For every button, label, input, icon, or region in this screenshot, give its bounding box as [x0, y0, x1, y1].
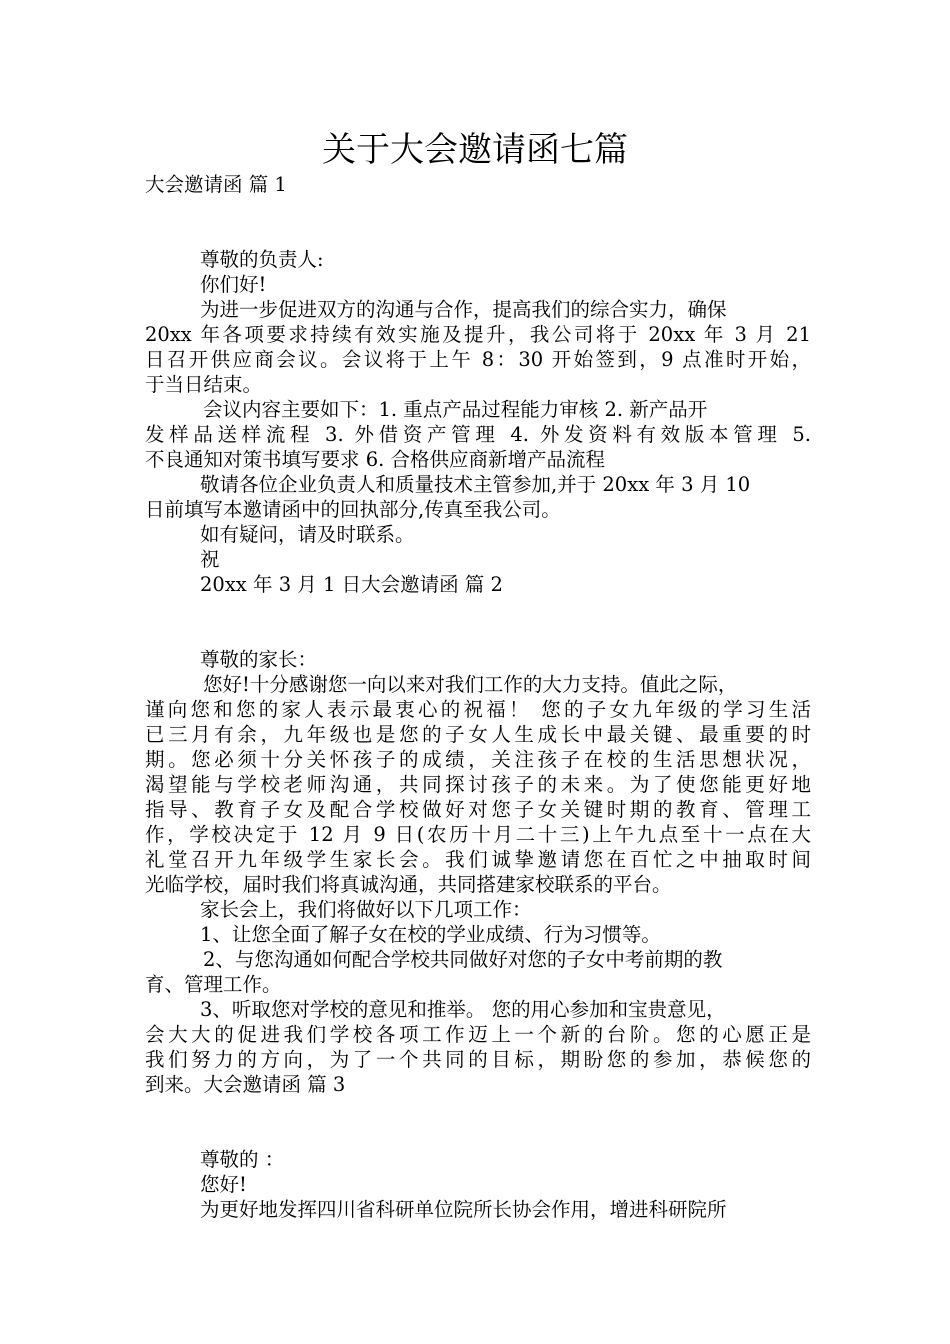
- text-line: 谨向您和您的家人表示最衷心的祝福！ 您的子女九年级的学习生活: [145, 698, 811, 721]
- text-line: 会议内容主要如下：1. 重点产品过程能力审核 2. 新产品开: [203, 398, 708, 421]
- text-line: 家长会上，我们将做好以下几项工作：: [200, 898, 532, 921]
- text-line: 20xx 年 3 月 1 日大会邀请函 篇 2: [200, 573, 503, 596]
- document-body: [145, 172, 811, 1222]
- text-line: 1、让您全面了解子女在校的学业成绩、行为习惯等。: [200, 923, 661, 946]
- text-line: 到来。大会邀请函 篇 3: [145, 1073, 346, 1096]
- text-line: 我们努力的方向，为了一个共同的目标，期盼您的参加，恭候您的: [145, 1048, 811, 1071]
- text-line: 已三月有余，九年级也是您的子女人生成长中最关键、最重要的时: [145, 723, 811, 746]
- text-line: 日召开供应商会议。会议将于上午 8：30 开始签到，9 点准时开始，: [145, 348, 811, 371]
- text-line: 会大大的促进我们学校各项工作迈上一个新的台阶。您的心愿正是: [145, 1023, 811, 1046]
- text-line: 于当日结束。: [145, 373, 263, 396]
- text-line: 您好!: [200, 1173, 247, 1196]
- text-line: 尊敬的 ：: [200, 1148, 285, 1171]
- blank-line: [145, 222, 811, 247]
- text-line: 指导、教育子女及配合学校做好对您子女关键时期的教育、管理工: [145, 798, 811, 821]
- text-line: 尊敬的负责人:: [200, 248, 324, 271]
- text-line: 发样品送样流程 3. 外借资产管理 4. 外发资料有效版本管理 5.: [145, 423, 811, 446]
- text-line: 您好!十分感谢您一向以来对我们工作的大力支持。值此之际，: [203, 673, 738, 696]
- document-title: 关于大会邀请函七篇: [322, 130, 628, 170]
- blank-line: [145, 597, 811, 622]
- text-line: 光临学校，届时我们将真诚沟通，共同搭建家校联系的平台。: [145, 873, 672, 896]
- text-line: 育、管理工作。: [145, 973, 282, 996]
- text-line: 大会邀请函 篇 1: [145, 173, 287, 196]
- text-line: 敬请各位企业负责人和质量技术主管参加,并于 20xx 年 3 月 10: [200, 473, 751, 496]
- blank-line: [145, 622, 811, 647]
- text-line: 祝: [200, 548, 220, 571]
- text-line: 20xx 年各项要求持续有效实施及提升，我公司将于 20xx 年 3 月 21: [145, 323, 811, 346]
- text-line: 为更好地发挥四川省科研单位院所长协会作用，增进科研院所: [200, 1198, 727, 1221]
- text-line: 不良通知对策书填写要求 6. 合格供应商新增产品流程: [145, 448, 606, 471]
- text-line: 期。您必须十分关怀孩子的成绩，关注孩子在校的生活思想状况，: [145, 748, 811, 771]
- text-line: 作，学校决定于 12 月 9 日(农历十月二十三)上午九点至十一点在大: [145, 823, 811, 846]
- text-line: 尊敬的家长：: [200, 648, 318, 671]
- text-line: 礼堂召开九年级学生家长会。我们诚挚邀请您在百忙之中抽取时间: [145, 848, 811, 871]
- text-line: 日前填写本邀请函中的回执部分,传真至我公司。: [145, 498, 561, 521]
- blank-line: [145, 1122, 811, 1147]
- text-line: 2、与您沟通如何配合学校共同做好对您的子女中考前期的教: [203, 948, 723, 971]
- text-line: 渴望能与学校老师沟通，共同探讨孩子的未来。为了使您能更好地: [145, 773, 811, 796]
- text-line: 如有疑问，请及时联系。: [200, 523, 415, 546]
- text-line: 你们好!: [200, 273, 267, 296]
- text-line: 为进一步促进双方的沟通与合作，提高我们的综合实力，确保: [200, 298, 727, 321]
- blank-line: [145, 1097, 811, 1122]
- blank-line: [145, 197, 811, 222]
- text-line: 3、听取您对学校的意见和推举。 您的用心参加和宝贵意见，: [200, 998, 726, 1021]
